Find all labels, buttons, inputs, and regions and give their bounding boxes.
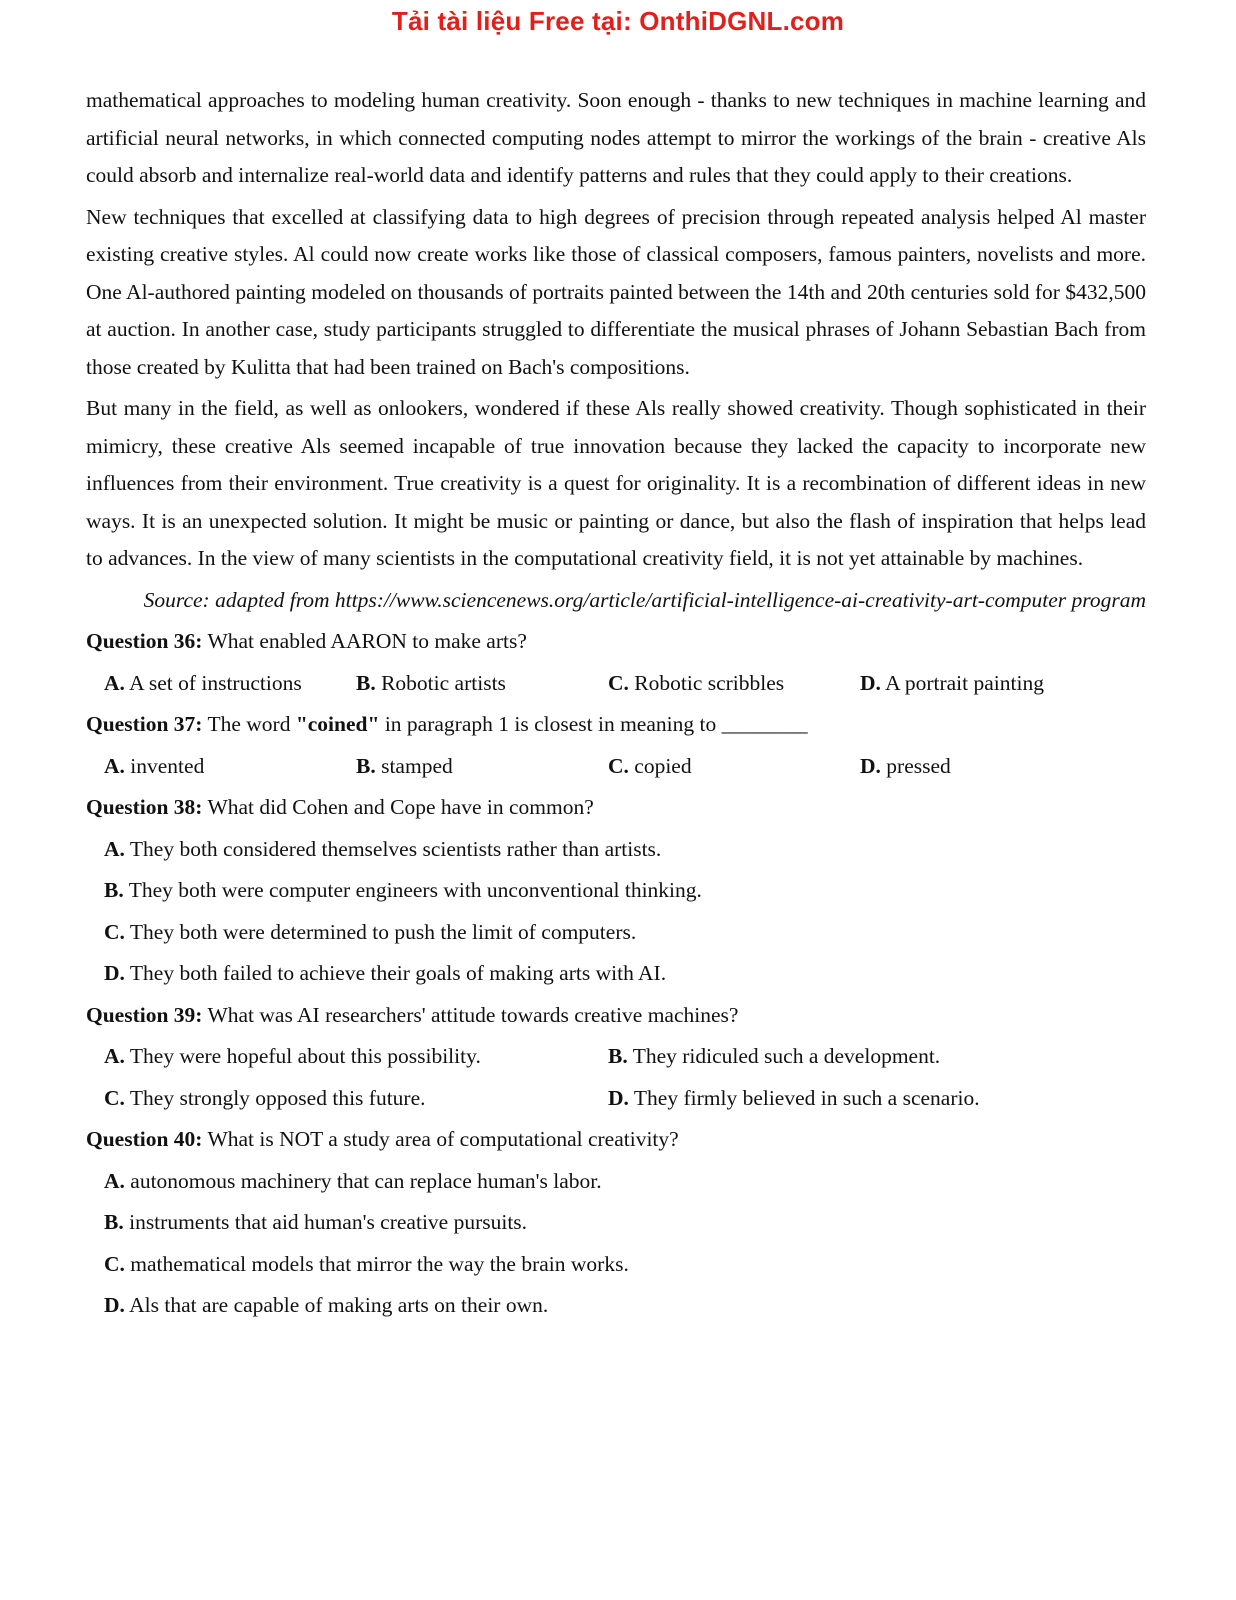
option-a: [104, 1038, 608, 1076]
option-text: They both failed to achieve their goals of making arts with AI.: [129, 961, 667, 985]
option-text: They both were computer engineers with unconventional thinking.: [128, 878, 702, 902]
option-letter: D.: [860, 753, 881, 778]
question-36: [86, 623, 1146, 661]
option-letter: C.: [104, 1251, 125, 1276]
option-d: [104, 955, 1146, 993]
option-a: [104, 748, 356, 786]
option-text: mathematical models that mirror the way the brain works.: [130, 1251, 629, 1276]
option-text: invented: [130, 753, 205, 778]
option-c: [608, 665, 860, 703]
option-b: [356, 748, 608, 786]
option-letter: C.: [104, 1085, 125, 1110]
option-letter: C.: [608, 753, 629, 778]
option-text: They were hopeful about this possibility.: [129, 1044, 481, 1068]
question-39-options-row-1: [86, 1038, 1146, 1076]
option-text: They both were determined to push the limit of computers.: [129, 919, 637, 944]
option-d: [860, 665, 1044, 703]
option-letter: B.: [356, 670, 376, 695]
question-37-options: [86, 748, 1146, 786]
option-text: They firmly believed in such a scenario.: [633, 1085, 980, 1110]
site-banner[interactable]: Tải tài liệu Free tại: OnthiDGNL.com: [391, 6, 845, 36]
option-text: copied: [634, 753, 692, 778]
option-text: A portrait painting: [885, 670, 1044, 695]
question-38-options: [86, 831, 1146, 993]
document-body: [86, 82, 1146, 1329]
option-letter: B.: [104, 1210, 124, 1234]
option-a: [104, 831, 1146, 869]
option-letter: A.: [104, 1044, 125, 1068]
option-text: Als that are capable of making arts on their own.: [129, 1293, 549, 1317]
option-d: [104, 1287, 1146, 1325]
question-39-options-row-2: [86, 1080, 1146, 1118]
question-label: Question 37:: [86, 712, 203, 736]
option-c: [104, 1080, 608, 1118]
question-label: Question 40:: [86, 1127, 203, 1151]
option-b: [356, 665, 608, 703]
option-letter: D.: [104, 1293, 125, 1317]
question-37: [86, 706, 1146, 744]
option-c: [104, 1246, 1146, 1284]
question-38: [86, 789, 1146, 827]
option-d: [860, 748, 951, 786]
source-citation: Source: adapted from https://www.sciencenews.org/article/artificial-intelligence-ai-creativity-art-computer program: [143, 587, 1146, 612]
option-text: They ridiculed such a development.: [632, 1044, 941, 1068]
question-label: Question 36:: [86, 629, 203, 653]
option-c: [104, 914, 1146, 952]
passage-paragraph-3: But many in the field, as well as onlookers, wondered if these Als really showed creativity. Though sophisticated in their mimicry, these creative Als seemed incapable of true innovation because they lacked the capacity to incorporate new influences from their environment. True creativity is a quest for originality. It is a recombination of different ideas in new ways. It is an unexpected solution. It might be music or painting or dance, but also the flash of inspiration that helps lead to advances. In the view of many scientists in the computational creativity field, it is not yet attainable by machines.: [86, 396, 1146, 570]
option-text: instruments that aid human's creative pursuits.: [129, 1210, 528, 1234]
option-text: Robotic artists: [381, 670, 506, 695]
option-d: [608, 1080, 980, 1118]
option-a: [104, 665, 356, 703]
option-letter: D.: [104, 961, 125, 985]
option-letter: D.: [608, 1085, 629, 1110]
question-text: What did Cohen and Cope have in common?: [202, 795, 594, 819]
option-b: [608, 1038, 940, 1076]
passage-paragraph-2: New techniques that excelled at classifying data to high degrees of precision through repeated analysis helped Al master existing creative styles. Al could now create works like those of classical composers, famous painters, novelists and more. One Al-authored painting modeled on thousands of portraits painted between the 14th and 20th centuries sold for $432,500 at auction. In another case, study participants struggled to differentiate the musical phrases of Johann Sebastian Bach from those created by Kulitta that had been trained on Bach's compositions.: [86, 204, 1146, 379]
option-letter: B.: [608, 1044, 628, 1068]
question-keyword: "coined": [295, 712, 380, 736]
option-text: A set of instructions: [129, 670, 302, 695]
question-text: What is NOT a study area of computational creativity?: [202, 1127, 679, 1151]
option-a: [104, 1163, 1146, 1201]
question-label: Question 38:: [86, 795, 203, 819]
question-text: What was AI researchers' attitude towards creative machines?: [202, 1002, 739, 1027]
option-letter: C.: [608, 670, 629, 695]
option-letter: B.: [104, 878, 124, 902]
option-b: [104, 872, 1146, 910]
option-text: They both considered themselves scientists rather than artists.: [129, 836, 662, 861]
option-text: pressed: [886, 753, 951, 778]
question-39: [86, 997, 1146, 1035]
option-letter: A.: [104, 670, 125, 695]
option-letter: D.: [860, 670, 881, 695]
option-letter: A.: [104, 836, 125, 861]
option-letter: A.: [104, 753, 125, 778]
option-c: [608, 748, 860, 786]
option-text: autonomous machinery that can replace human's labor.: [130, 1168, 602, 1193]
passage-paragraph-1: mathematical approaches to modeling human creativity. Soon enough - thanks to new techniques in machine learning and artificial neural networks, in which connected computing nodes attempt to mirror the workings of the brain - creative Als could absorb and internalize real-world data and identify patterns and rules that they could apply to their creations.: [86, 88, 1146, 187]
option-letter: B.: [356, 753, 376, 778]
option-text: stamped: [381, 753, 453, 778]
question-text-after: in paragraph 1 is closest in meaning to ________: [379, 712, 808, 736]
question-36-options: [86, 665, 1146, 703]
question-40: [86, 1121, 1146, 1159]
question-label: Question 39:: [86, 1002, 203, 1027]
question-text-before: The word: [202, 712, 296, 736]
option-letter: A.: [104, 1168, 125, 1193]
question-text: What enabled AARON to make arts?: [202, 629, 527, 653]
question-40-options: [86, 1163, 1146, 1325]
option-b: [104, 1204, 1146, 1242]
option-text: They strongly opposed this future.: [129, 1085, 426, 1110]
option-letter: C.: [104, 919, 125, 944]
option-text: Robotic scribbles: [634, 670, 785, 695]
